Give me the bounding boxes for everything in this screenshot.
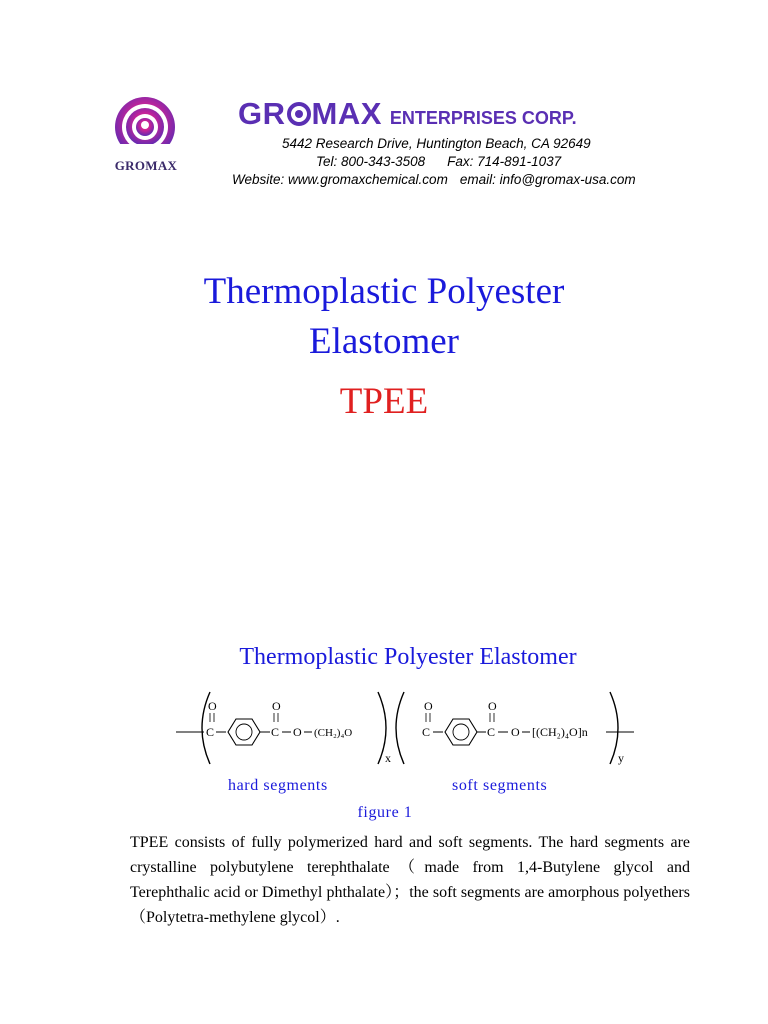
formula-soft-chain: [(CH₂)₄O]n bbox=[532, 725, 588, 739]
document-title-line1: Thermoplastic Polyester bbox=[203, 271, 565, 312]
company-tel: Tel: 800-343-3508 bbox=[316, 154, 426, 169]
formula-ester-o-2: O bbox=[511, 725, 520, 739]
company-name-part1: GR bbox=[238, 96, 286, 131]
formula-hard-chain: (CH₂)₄O bbox=[314, 727, 353, 739]
company-name bbox=[238, 96, 577, 132]
formula-carbon-3: C bbox=[422, 725, 431, 739]
body-paragraph: TPEE consists of fully polymerized hard and soft segments. The hard segments are crystalline polybutylene terephthalate（made from 1,4-Butylene glycol and Terephthalic acid or Dimethyl phthalate）；the soft segments are amorphous polyethers（Polytetra-methylene glycol）. bbox=[130, 834, 690, 926]
document-title-line2: Elastomer bbox=[308, 321, 459, 362]
document-acronym: TPEE bbox=[339, 381, 429, 422]
company-name-suffix: ENTERPRISES CORP. bbox=[389, 108, 577, 128]
company-email: email: info@gromax-usa.com bbox=[459, 172, 636, 187]
formula-carbonyl-o-1: O bbox=[208, 699, 217, 713]
company-name-part2: MAX bbox=[311, 96, 382, 131]
formula-ester-o-1: O bbox=[293, 725, 302, 739]
company-address: 5442 Research Drive, Huntington Beach, CA 92649 bbox=[282, 136, 591, 151]
formula-carbonyl-o-4: O bbox=[488, 699, 497, 713]
figure-caption: figure 1 bbox=[357, 804, 413, 821]
formula-carbonyl-o-3: O bbox=[424, 699, 433, 713]
company-web-line bbox=[232, 172, 636, 187]
company-phone-line bbox=[316, 154, 561, 169]
formula-subscript-x: x bbox=[385, 751, 391, 765]
soft-segments-label: soft segments bbox=[452, 777, 548, 794]
formula-carbon-1: C bbox=[206, 725, 215, 739]
chemical-structure-diagram bbox=[172, 688, 642, 768]
formula-carbon-2: C bbox=[271, 725, 280, 739]
logo-caption: GROMAX bbox=[114, 158, 178, 173]
company-logo-o-icon bbox=[287, 102, 311, 126]
formula-subscript-y: y bbox=[618, 751, 624, 765]
formula-carbonyl-o-2: O bbox=[272, 699, 281, 713]
formula-carbon-4: C bbox=[487, 725, 496, 739]
company-website: Website: www.gromaxchemical.com bbox=[232, 172, 448, 187]
hard-segments-label: hard segments bbox=[228, 777, 328, 794]
company-fax: Fax: 714-891-1037 bbox=[447, 154, 562, 169]
figure-heading: Thermoplastic Polyester Elastomer bbox=[239, 644, 577, 670]
